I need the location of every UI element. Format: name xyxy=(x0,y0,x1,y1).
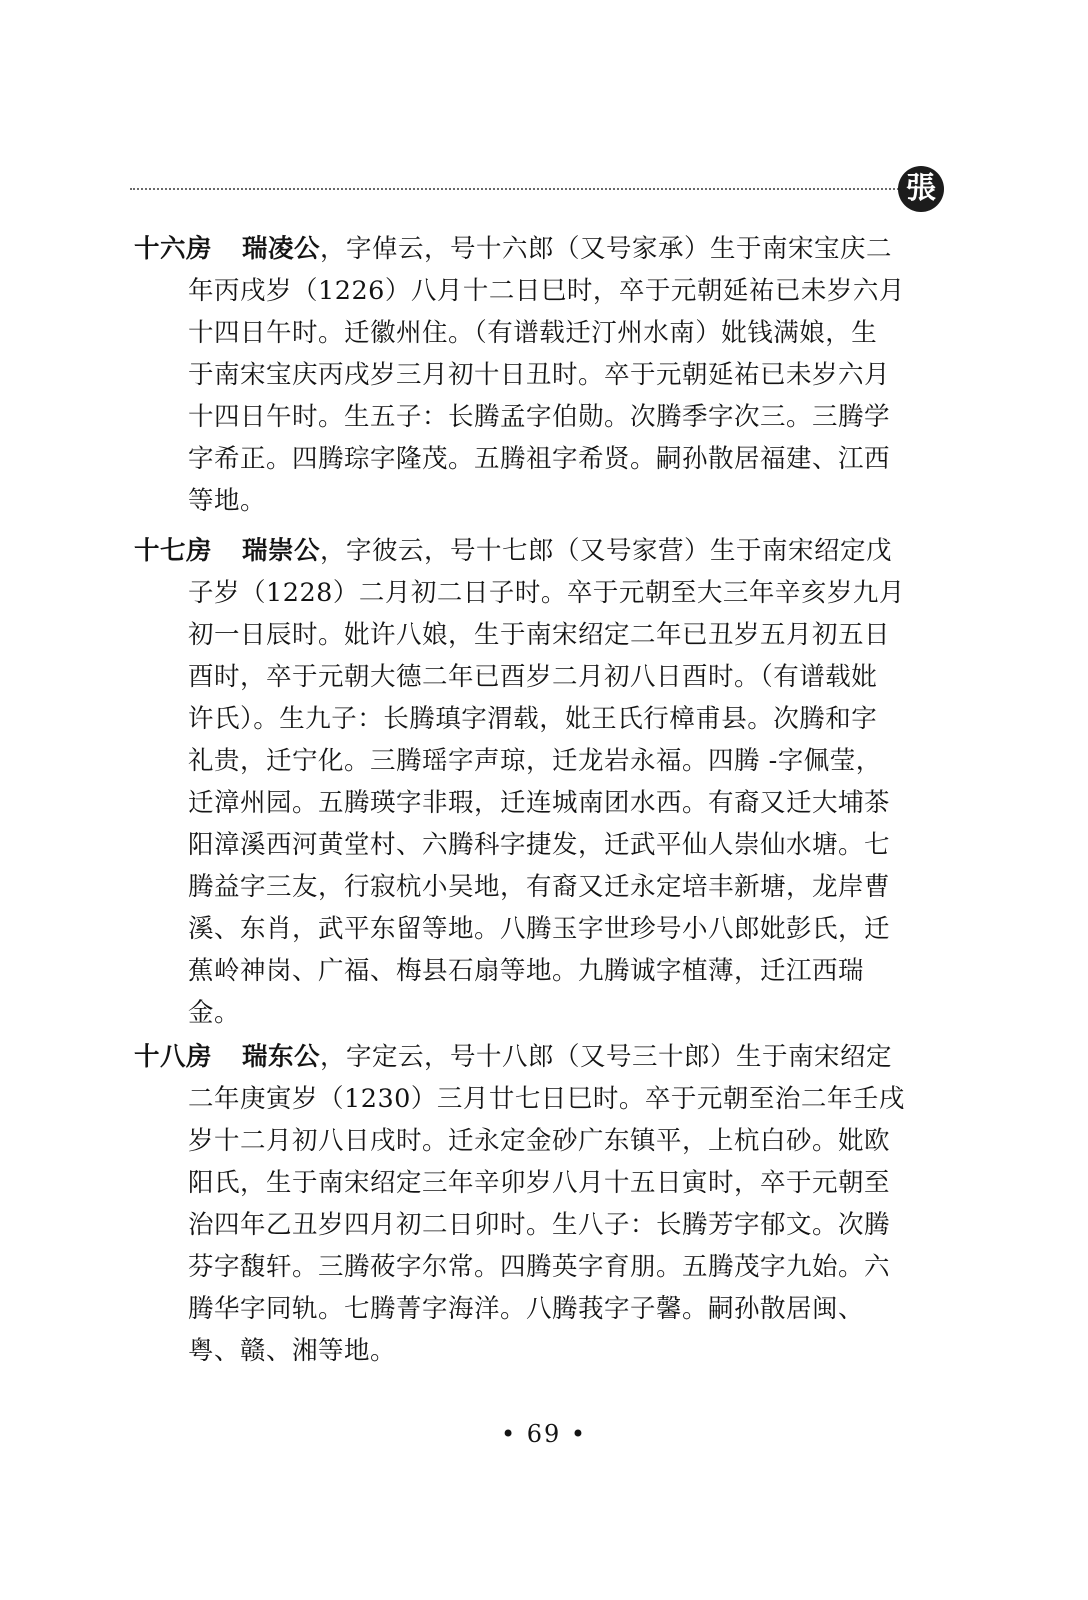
entry-text-line: 等地。 xyxy=(188,486,267,516)
entry-text-line: 初一日辰时。妣许八娘，生于南宋绍定二年已丑岁五月初五日 xyxy=(188,620,891,650)
entry-text-line: 礼贵，迁宁化。三腾瑶字声琼，迁龙岩永福。四腾 -字佩莹， xyxy=(188,746,882,776)
entry-text-line: 许氏）。生九子：长腾瑱字渭载，妣王氏行樟甫县。次腾和字 xyxy=(188,704,878,734)
entry-text-line: 十四日午时。迁徽州住。（有谱载迁汀州水南）妣钱满娘，生 xyxy=(188,318,878,348)
house-label: 十六房 xyxy=(134,234,213,264)
lord-name: 瑞凌公 xyxy=(242,234,321,264)
lord-name: 瑞崇公 xyxy=(242,536,321,566)
entry-text-line: ，字彼云，号十七郎（又号家营）生于南宋绍定戊 xyxy=(320,536,893,566)
entry-text-line: 腾益字三友，行寂杭小吴地，有裔又迁永定培丰新塘，龙岸曹 xyxy=(188,872,891,902)
entry-text-line: 于南宋宝庆丙戌岁三月初十日丑时。卒于元朝延祐已未岁六月 xyxy=(188,360,891,390)
entry-text-line: 年丙戌岁（1226）八月十二日巳时，卒于元朝延祐已未岁六月 xyxy=(188,276,905,306)
entry-text-line: ，字定云，号十八郎（又号三十郎）生于南宋绍定 xyxy=(320,1042,893,1072)
entry-house-18 xyxy=(134,1036,950,1372)
entry-text-line: 阳漳溪西河黄堂村、六腾科字捷发，迁武平仙人崇仙水塘。七 xyxy=(188,830,891,860)
entry-first-line xyxy=(134,530,950,572)
entry-text-line: 二年庚寅岁（1230）三月廿七日巳时。卒于元朝至治二年壬戌 xyxy=(188,1084,905,1114)
entry-first-line xyxy=(134,1036,950,1078)
entry-house-16 xyxy=(134,228,950,522)
entry-text-line: 迁漳州园。五腾瑛字非瑕，迁连城南团水西。有裔又迁大埔茶 xyxy=(188,788,891,818)
entry-text-line: ，字倬云，号十六郎（又号家承）生于南宋宝庆二 xyxy=(320,234,893,264)
house-label: 十七房 xyxy=(134,536,213,566)
lord-name: 瑞东公 xyxy=(242,1042,321,1072)
entry-text-line: 芬字馥轩。三腾莜字尔常。四腾英字育朋。五腾茂字九始。六 xyxy=(188,1252,891,1282)
surname-seal-icon: 張 xyxy=(898,166,944,212)
entry-text-line: 岁十二月初八日戌时。迁永定金砂广东镇平，上杭白砂。妣欧 xyxy=(188,1126,891,1156)
entry-text-line: 子岁（1228）二月初二日子时。卒于元朝至大三年辛亥岁九月 xyxy=(188,578,905,608)
entry-text-line: 蕉岭神岗、广福、梅县石扇等地。九腾诚字植薄，迁江西瑞 xyxy=(188,956,865,986)
entry-text-line: 溪、东肖，武平东留等地。八腾玉字世珍号小八郎妣彭氏，迁 xyxy=(188,914,891,944)
entry-text-line: 金。 xyxy=(188,998,241,1028)
entry-text-line: 治四年乙丑岁四月初二日卯时。生八子：长腾芳字郁文。次腾 xyxy=(188,1210,891,1240)
entry-text-line: 十四日午时。生五子：长腾孟字伯勋。次腾季字次三。三腾学 xyxy=(188,402,891,432)
entry-text-line: 阳氏，生于南宋绍定三年辛卯岁八月十五日寅时，卒于元朝至 xyxy=(188,1168,891,1198)
entry-text-line: 酉时，卒于元朝大德二年已酉岁二月初八日酉时。（有谱载妣 xyxy=(188,662,878,692)
entry-first-line xyxy=(134,228,950,270)
page-number: • 69 • xyxy=(500,1420,588,1448)
entry-text-line: 字希正。四腾琮字隆茂。五腾祖字希贤。嗣孙散居福建、江西 xyxy=(188,444,891,474)
house-label: 十八房 xyxy=(134,1042,213,1072)
entry-house-17 xyxy=(134,530,950,1034)
header-rule xyxy=(130,188,902,190)
entry-text-line: 粤、赣、湘等地。 xyxy=(188,1336,397,1366)
entry-text-line: 腾华字同轨。七腾菁字海洋。八腾莪字子馨。嗣孙散居闽、 xyxy=(188,1294,865,1324)
